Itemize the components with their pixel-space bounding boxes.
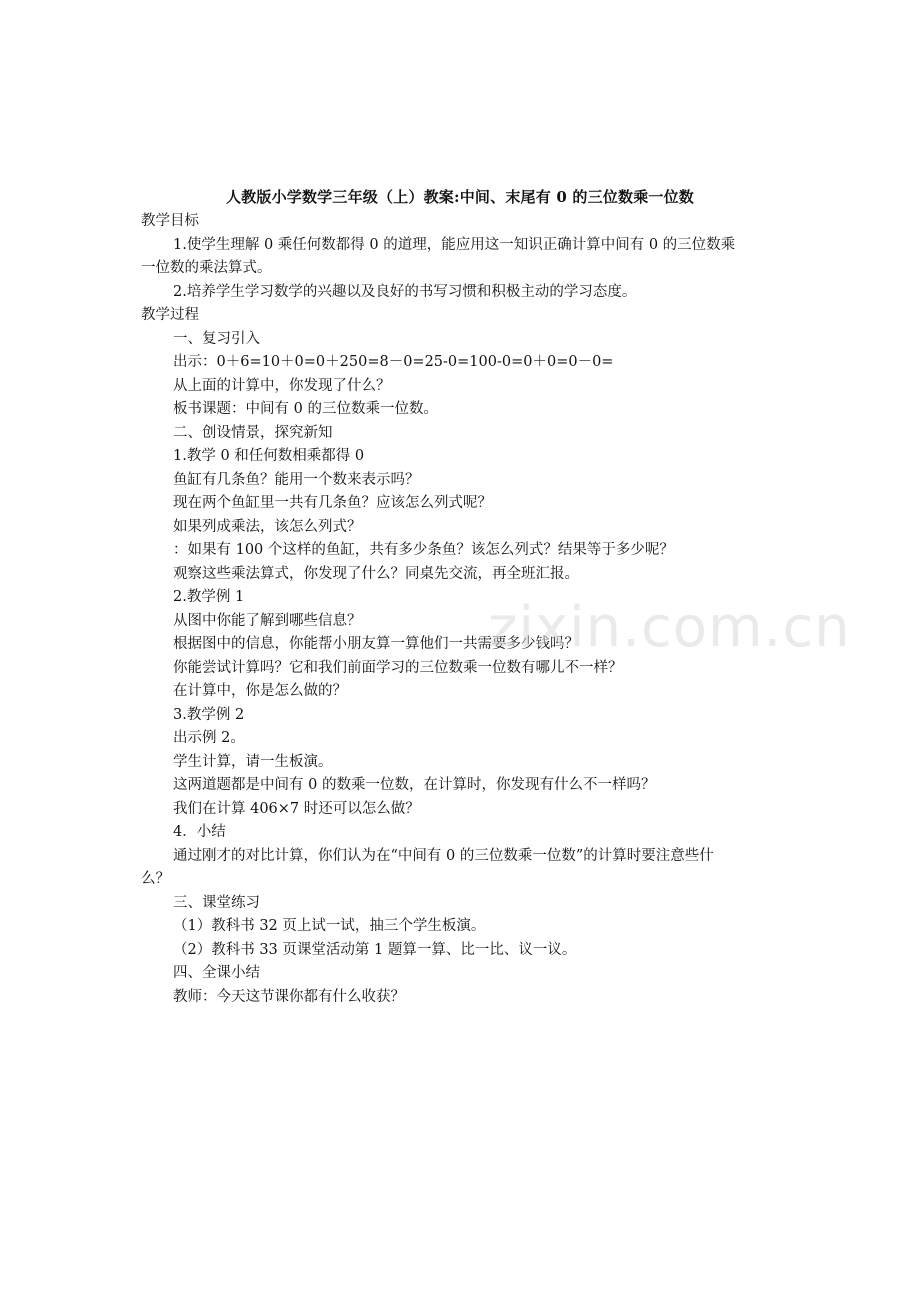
paragraph-line: （1）教科书 32 页上试一试，抽三个学生板演。	[173, 918, 486, 934]
paragraph-line: 么？	[141, 871, 170, 887]
paragraph-line: 一位数的乘法算式。	[141, 260, 272, 276]
paragraph-line: 这两道题都是中间有 0 的数乘一位数，在计算时，你发现有什么不一样吗？	[173, 777, 656, 793]
paragraph-line: 根据图中的信息，你能帮小朋友算一算他们一共需要多少钱吗？	[173, 636, 579, 652]
paragraph-line: 从上面的计算中，你发现了什么？	[173, 377, 391, 394]
paragraph-line: 你能尝试计算吗？它和我们前面学习的三位数乘一位数有哪儿不一样？	[173, 659, 623, 676]
paragraph-line: 现在两个鱼缸里一共有几条鱼？应该怎么列式呢？	[173, 495, 492, 511]
paragraph-line: 板书课题：中间有 0 的三位数乘一位数。	[173, 401, 438, 417]
paragraph-line: 教学过程	[141, 307, 199, 323]
paragraph-line: 观察这些乘法算式，你发现了什么？同桌先交流，再全班汇报。	[173, 565, 579, 582]
paragraph-line: 二、创设情景，探究新知	[173, 424, 333, 441]
paragraph-line: 教师：今天这节课你都有什么收获？	[173, 988, 405, 1005]
paragraph-line: 出示：0＋6=10＋0=0＋250=8－0=25-0=100-0=0＋0=0－0=	[173, 354, 614, 370]
paragraph-line: 四、全课小结	[173, 965, 260, 981]
paragraph-line: 在计算中，你是怎么做的？	[173, 683, 347, 699]
paragraph-line: 如果列成乘法，该怎么列式？	[173, 518, 362, 535]
paragraph-line: 一、复习引入	[173, 330, 260, 347]
paragraph-line: 1.使学生理解 0 乘任何数都得 0 的道理，能应用这一知识正确计算中间有 0 的三位数乘	[173, 236, 736, 253]
paragraph-line: ：如果有 100 个这样的鱼缸，共有多少条鱼？该怎么列式？结果等于多少呢？	[173, 542, 674, 558]
paragraph-line: 从图中你能了解到哪些信息？	[173, 612, 362, 629]
paragraph-line: 学生计算，请一生板演。	[173, 753, 333, 770]
paragraph-line: 教学目标	[141, 213, 199, 229]
paragraph-line: 2.培养学生学习数学的兴趣以及良好的书写习惯和积极主动的学习态度。	[173, 283, 637, 300]
paragraph-line: 通过刚才的对比计算，你们认为在“中间有 0 的三位数乘一位数”的计算时要注意些什	[173, 847, 714, 864]
paragraph-line: 鱼缸有几条鱼？能用一个数来表示吗？	[173, 471, 420, 488]
paragraph-line: 3.教学例 2	[173, 706, 245, 723]
paragraph-line: 三、课堂练习	[173, 894, 260, 911]
paragraph-line: 2.教学例 1	[173, 589, 245, 605]
paragraph-line: 我们在计算 406×7 时还可以怎么做？	[173, 800, 420, 817]
paragraph-line: 4．小结	[173, 824, 226, 840]
paragraph-line: （2）教科书 33 页课堂活动第 1 题算一算、比一比、议一议。	[173, 941, 577, 958]
paragraph-line: 1.教学 0 和任何数相乘都得 0	[173, 448, 365, 464]
paragraph-line: 出示例 2。	[173, 730, 245, 746]
document-title: 人教版小学数学三年级（上）教案:中间、末尾有 0 的三位数乘一位数	[225, 188, 695, 206]
watermark-text: zixin.com.cn	[488, 595, 851, 660]
